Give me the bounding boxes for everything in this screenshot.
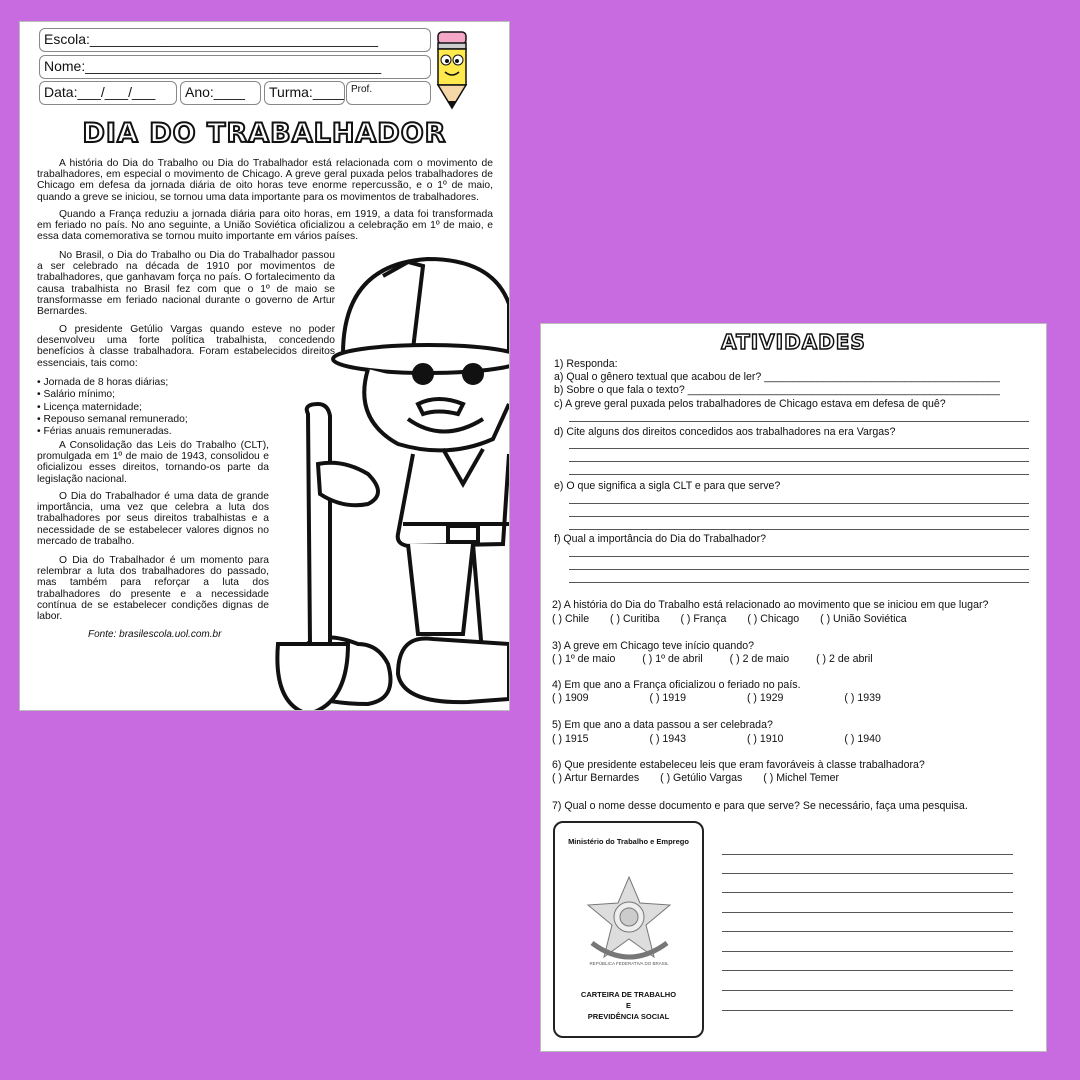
question-2: 2) A história do Dia do Trabalho está relacionado ao movimento que se iniciou em que lugar? [552,599,989,611]
activities-title: ATIVIDADES [721,330,866,354]
question-1d: d) Cite alguns dos direitos concedidos aos trabalhadores na era Vargas? [554,426,896,438]
option-checkbox[interactable]: ( ) Curitiba [610,613,660,625]
data-field[interactable] [39,81,177,105]
answer-line[interactable] [569,582,1029,583]
question-3: 3) A greve em Chicago teve início quando? [552,640,754,652]
activities-worksheet [541,324,1046,1051]
paragraph-2: Quando a França reduziu a jornada diária para oito horas, em 1919, a data foi transformada em feriado no país. No ano seguinte, a União Soviética oficializou a celebração em 1º de maio, e essa data comemorativa se tornou muito importante em vários países. [37,209,493,243]
paragraph-7: O Dia do Trabalhador é um momento para relembrar a luta dos trabalhadores do passado, mas também para reforçar a luta dos trabalhadores do presente e a necessidade contínua de se estabelecer condições dignas de labor. [37,555,269,623]
card-title-line: PREVIDÊNCIA SOCIAL [587,1012,670,1021]
card-title-line: E [625,1001,631,1010]
paragraph-4: O presidente Getúlio Vargas quando esteve no poder desenvolveu uma forte política trabalhista, concedendo benefícios à classe trabalhadora. Foram estabelecidos direitos essenciais, tais como: [37,324,335,369]
option-checkbox[interactable]: ( ) 1910 [746,733,784,745]
option-checkbox[interactable]: ( ) Chicago [747,613,800,625]
page-title: DIA DO TRABALHADOR [82,118,447,149]
list-item: • Licença maternidade; [37,402,188,414]
option-checkbox[interactable]: ( ) 1940 [844,733,881,745]
paragraph-3: No Brasil, o Dia do Trabalho ou Dia do Trabalhador passou a ser celebrado na década de 1910 por movimentos de trabalhadores, que ganhavam força no país. O fortalecimento da causa trabalhista no Brasil fez com que o 1º de maio se transformasse em feriado nacional durante o governo de Artur Bernardes. [37,250,335,318]
option-checkbox[interactable]: ( ) 1919 [649,692,686,704]
option-checkbox[interactable]: ( ) Getúlio Vargas [660,772,743,784]
option-checkbox[interactable]: ( ) 1909 [552,692,589,704]
question-5-options [552,733,899,745]
question-2-options [552,613,925,625]
answer-line[interactable] [722,873,1013,874]
work-card-image [553,821,704,1038]
data-label: Data:___/___/___ [44,84,156,100]
paragraph-1: A história do Dia do Trabalho ou Dia do Trabalhador está relacionada com o movimento de trabalhadores, em especial o movimento de Chicago. A greve geral puxada pelos trabalhadores de Chicago em defesa da jornada diária de oito horas teve enorme repercussão, e o 1º de maio, quando a greve se iniciou, se tornou uma data importante para os movimentos de trabalhadores. [37,158,493,203]
answer-line[interactable] [722,990,1013,991]
answer-line[interactable] [722,931,1013,932]
list-item: • Repouso semanal remunerado; [37,414,188,426]
turma-label: Turma:____ [269,84,344,100]
card-ministry-label: Ministério do Trabalho e Emprego [568,837,689,846]
answer-line[interactable] [722,892,1013,893]
answer-line[interactable] [722,951,1013,952]
nome-field[interactable] [39,55,431,79]
pencil-mascot-icon [432,30,472,110]
question-1c: c) A greve geral puxada pelos trabalhadores de Chicago estava em defesa de quê? [554,398,946,410]
worker-illustration [248,244,509,710]
list-item: • Salário mínimo; [37,389,188,401]
reading-worksheet [20,22,509,710]
seal-text: REPÚBLICA FEDERATIVA DO BRASIL [589,961,669,966]
option-checkbox[interactable]: ( ) 2 de maio [729,653,790,665]
answer-line[interactable] [569,421,1029,422]
answer-line[interactable] [569,448,1029,449]
prof-field[interactable] [346,81,431,105]
option-checkbox[interactable]: ( ) Michel Temer [763,772,840,784]
question-1f: f) Qual a importância do Dia do Trabalhador? [554,533,766,545]
answer-line[interactable] [569,474,1029,475]
option-checkbox[interactable]: ( ) Chile [552,613,590,625]
ano-label: Ano:____ [185,84,245,100]
escola-label: Escola:_____________________________________ [44,31,378,47]
question-4-options [552,692,899,704]
list-item: • Jornada de 8 horas diárias; [37,377,188,389]
option-checkbox[interactable]: ( ) 1943 [649,733,686,745]
question-6: 6) Que presidente estabeleceu leis que eram favoráveis à classe trabalhadora? [552,759,925,771]
rights-list [37,377,188,438]
option-checkbox[interactable]: ( ) 1929 [746,692,784,704]
question-5: 5) Em que ano a data passou a ser celebrada? [552,719,773,731]
answer-line[interactable] [722,1010,1013,1011]
ano-field[interactable] [180,81,261,105]
answer-line[interactable] [569,461,1029,462]
answer-line[interactable] [722,970,1013,971]
answer-line[interactable] [569,516,1029,517]
nome-label: Nome:______________________________________ [44,58,382,74]
option-checkbox[interactable]: ( ) União Soviética [820,613,907,625]
prof-label: Prof. [351,84,373,95]
answer-line[interactable] [569,529,1029,530]
option-checkbox[interactable]: ( ) Artur Bernardes [552,772,640,784]
option-checkbox[interactable]: ( ) França [680,613,727,625]
option-checkbox[interactable]: ( ) 1939 [844,692,881,704]
answer-line[interactable] [722,912,1013,913]
turma-field[interactable] [264,81,345,105]
answer-line[interactable] [569,569,1029,570]
option-checkbox[interactable]: ( ) 2 de abril [816,653,873,665]
option-checkbox[interactable]: ( ) 1º de maio [552,653,616,665]
escola-field[interactable] [39,28,431,52]
paragraph-5: A Consolidação das Leis do Trabalho (CLT), promulgada em 1º de maio de 1943, consolidou e oficializou esses direitos, tornando-os parte da legislação nacional. [37,440,269,485]
question-1: 1) Responda: [554,358,618,370]
list-item: • Férias anuais remuneradas. [37,426,188,438]
source-citation: Fonte: brasilescola.uol.com.br [88,629,222,640]
option-checkbox[interactable]: ( ) 1915 [552,733,589,745]
card-title [555,989,702,1022]
answer-line[interactable] [722,854,1013,855]
question-1a: a) Qual o gênero textual que acabou de ler? ________________________________________ [554,371,1000,383]
option-checkbox[interactable]: ( ) 1º de abril [642,653,703,665]
question-7: 7) Qual o nome desse documento e para que serve? Se necessário, faça uma pesquisa. [552,800,968,812]
answer-line[interactable] [569,503,1029,504]
question-4: 4) Em que ano a França oficializou o feriado no país. [552,679,801,691]
paragraph-6: O Dia do Trabalhador é uma data de grande importância, uma vez que celebra a luta dos trabalhadores por seus direitos trabalhistas e a necessidade de se estabelecer valores dignos no mercado de trabalho. [37,491,269,547]
question-6-options [552,772,857,784]
answer-line[interactable] [569,556,1029,557]
question-1e: e) O que significa a sigla CLT e para que serve? [554,480,781,492]
question-1b: b) Sobre o que fala o texto? _____________________________________________________ [554,384,1000,396]
card-title-line: CARTEIRA DE TRABALHO [580,990,677,999]
question-3-options [552,653,891,665]
brazil-coat-of-arms-icon [582,873,677,973]
